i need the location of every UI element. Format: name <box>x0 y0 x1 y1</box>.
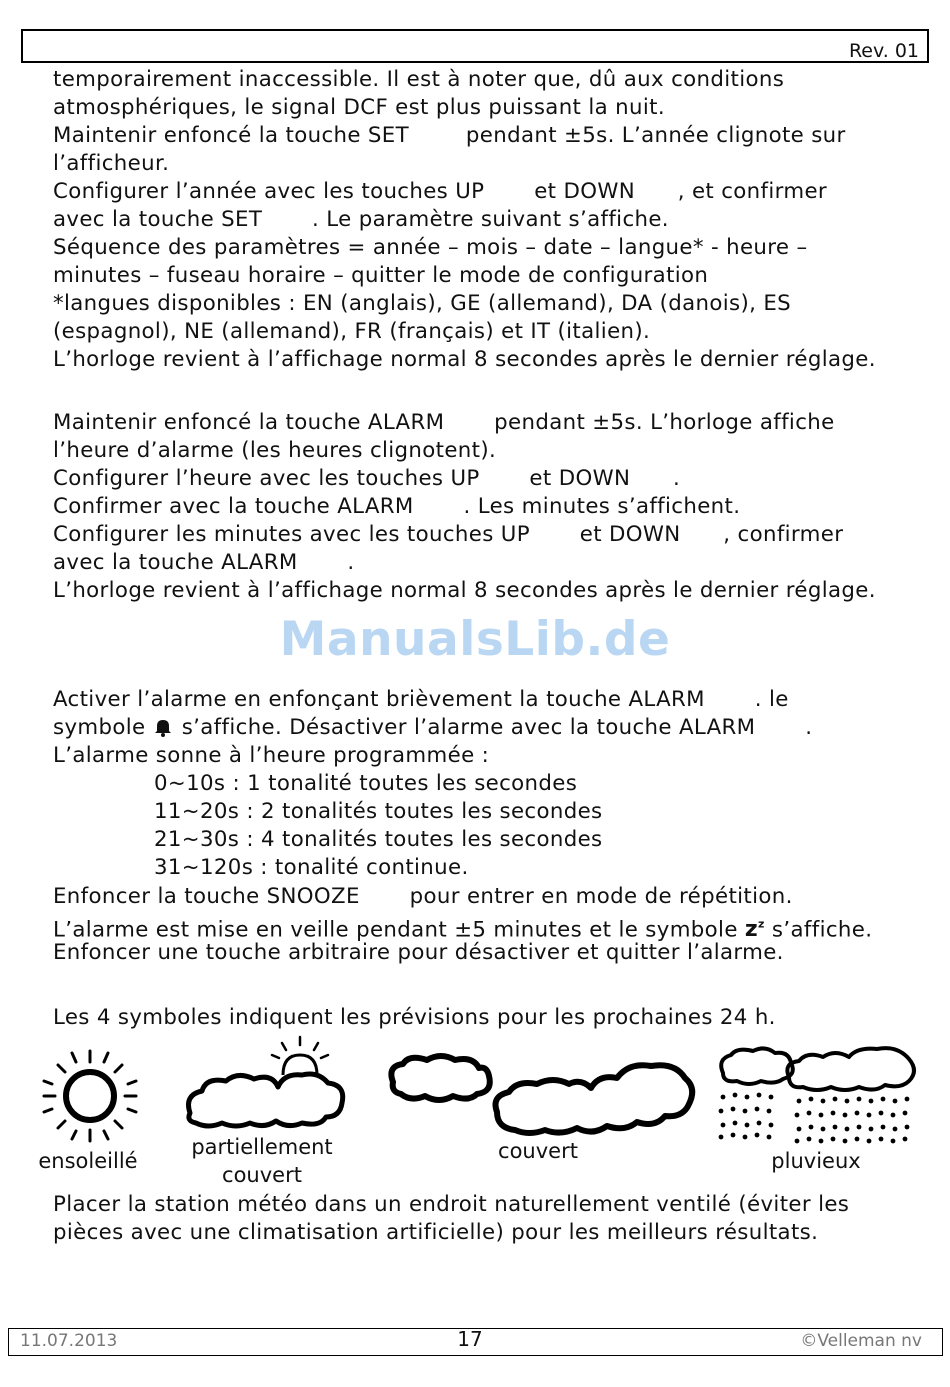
partly-cloudy-icon <box>180 1033 350 1137</box>
text-fragment: symbole <box>53 715 153 740</box>
text-line: 21~30s : 4 tonalités toutes les secondes <box>154 827 603 852</box>
text-fragment: s’affiche. <box>764 917 873 943</box>
text-line: avec la touche SET . Le paramètre suivant s’affiche. <box>53 207 669 232</box>
text-line: (espagnol), NE (allemand), FR (français) et IT (italien). <box>53 319 651 344</box>
alarm-bell-icon <box>153 714 175 742</box>
page-header-box <box>21 29 929 63</box>
text-line: Confirmer avec la touche ALARM . Les minutes s’affichent. <box>53 494 741 519</box>
rain-label: pluvieux <box>771 1149 861 1173</box>
text-line: avec la touche ALARM . <box>53 550 355 575</box>
text-line: 0~10s : 1 tonalité toutes les secondes <box>154 771 578 796</box>
page-number: 17 <box>457 1327 483 1351</box>
text-line: Maintenir enfoncé la touche ALARM pendant ±5s. L’horloge affiche <box>53 410 835 435</box>
cloudy-label: couvert <box>498 1139 578 1163</box>
text-line: Activer l’alarme en enfonçant brièvement la touche ALARM . le <box>53 687 789 712</box>
text-line: Enfoncer la touche SNOOZE pour entrer en mode de répétition. <box>53 884 793 909</box>
partly-cloudy-label-line1: partiellement <box>191 1135 333 1159</box>
text-line: 31~120s : tonalité continue. <box>154 855 469 880</box>
text-line: pièces avec une climatisation artificielle) pour les meilleurs résultats. <box>53 1220 819 1245</box>
text-line: 11~20s : 2 tonalités toutes les secondes <box>154 799 603 824</box>
text-line: L’alarme sonne à l’heure programmée : <box>53 743 490 768</box>
text-line: minutes – fuseau horaire – quitter le mode de configuration <box>53 263 709 288</box>
rain-icon <box>715 1045 920 1149</box>
text-line <box>53 714 812 742</box>
text-fragment: s’affiche. Désactiver l’alarme avec la touche ALARM . <box>174 715 813 740</box>
text-line: Configurer les minutes avec les touches UP et DOWN , confirmer <box>53 522 844 547</box>
text-line: L’horloge revient à l’affichage normal 8 secondes après le dernier réglage. <box>53 578 876 603</box>
cloudy-icon <box>385 1052 697 1142</box>
snooze-icon: $z^z$ <box>744 917 765 943</box>
text-line: Enfoncer une touche arbitraire pour désactiver et quitter l’alarme. <box>53 940 784 965</box>
text-line: Maintenir enfoncé la touche SET pendant ±5s. L’année clignote sur <box>53 123 846 148</box>
text-line: Séquence des paramètres = année – mois – date – langue* - heure – <box>53 235 808 260</box>
sun-label: ensoleillé <box>38 1149 138 1173</box>
text-line: Placer la station météo dans un endroit naturellement ventilé (éviter les <box>53 1192 850 1217</box>
footer-copyright: ©Velleman nv <box>800 1331 922 1351</box>
partly-cloudy-label-line2: couvert <box>222 1163 302 1187</box>
text-line: Configurer l’année avec les touches UP et DOWN , et confirmer <box>53 179 828 204</box>
text-fragment: L’alarme est mise en veille pendant ±5 minutes et le symbole <box>53 917 745 943</box>
text-line: atmosphériques, le signal DCF est plus puissant la nuit. <box>53 95 665 120</box>
sun-icon <box>38 1045 142 1149</box>
revision-label: Rev. 01 <box>848 40 919 62</box>
footer-date: 11.07.2013 <box>20 1331 118 1351</box>
text-line: l’afficheur. <box>53 151 170 176</box>
text-line: Les 4 symboles indiquent les prévisions pour les prochaines 24 h. <box>53 1005 776 1030</box>
text-line: *langues disponibles : EN (anglais), GE (allemand), DA (danois), ES <box>53 291 792 316</box>
text-line: L’horloge revient à l’affichage normal 8 secondes après le dernier réglage. <box>53 347 876 372</box>
watermark: ManualsLib.de <box>279 612 671 667</box>
text-line: Configurer l’heure avec les touches UP et DOWN . <box>53 466 681 491</box>
text-line: temporairement inaccessible. Il est à noter que, dû aux conditions <box>53 67 785 92</box>
text-line: l’heure d’alarme (les heures clignotent). <box>53 438 497 463</box>
